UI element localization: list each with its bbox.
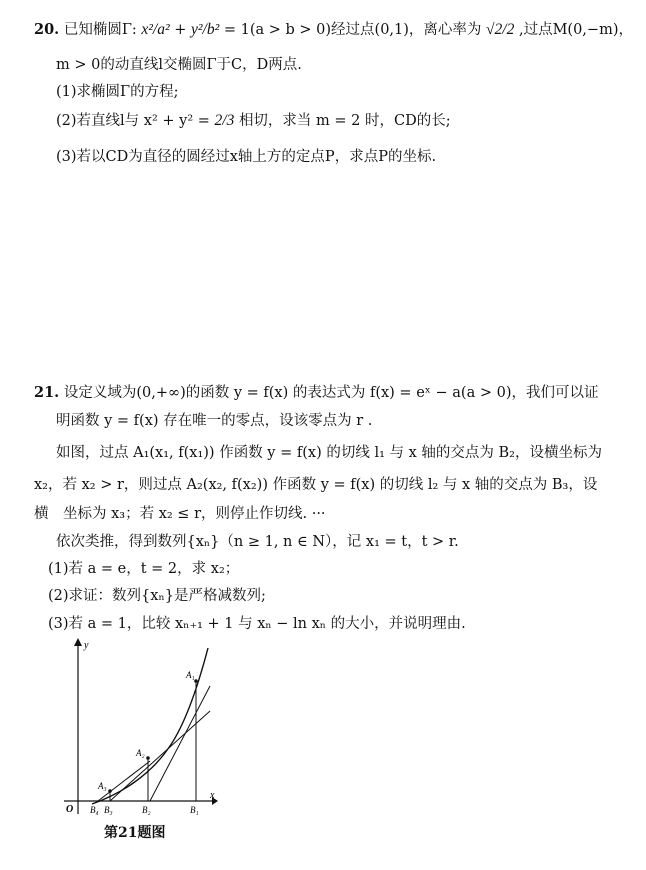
point-A2 — [146, 756, 150, 760]
q20-part1: (1)求椭圆Γ的方程; — [56, 84, 179, 100]
q20-ellipse-x-term: x²/a² — [141, 21, 170, 38]
q20-part2-b: 相切，求当 m = 2 时，CD的长; — [238, 113, 451, 129]
q20-line1: 20. 已知椭圆Γ: x²/a² + y²/b² = 1(a > b > 0)经过点(0,1)，离心率为 √2/2 ,过点M(0,−m)， — [34, 21, 633, 38]
label-B4: B₄ — [90, 805, 99, 815]
q21-part1: (1)若 a = e，t = 2，求 x₂； — [48, 561, 240, 577]
q20-line2: m > 0的动直线l交椭圆Γ于C，D两点. — [56, 57, 302, 73]
label-B2: B₂ — [142, 805, 151, 815]
label-A1: A₁ — [186, 670, 195, 680]
q21-line1 — [34, 386, 598, 401]
q21-line2: 明函数 y = f(x) 存在唯一的零点，设该零点为 r . — [56, 413, 373, 429]
q21-line4: x₂，若 x₂ > r，则过点 A₂(x₂, f(x₂)) 作函数 y = f(x) 的切线 l₂ 与 x 轴的交点为 B₃，设 — [34, 477, 598, 493]
tangent-l1 — [150, 686, 210, 801]
label-A2: A₂ — [136, 748, 145, 758]
q20-after-ecc: ,过点M(0,−m)， — [518, 22, 633, 38]
q20-ellipse-rest: = 1(a > b > 0)经过点(0,1)，离心率为 — [223, 22, 482, 38]
q20-eccentricity: √2/2 — [486, 21, 515, 38]
point-A3 — [108, 789, 112, 793]
label-y: y — [84, 640, 89, 651]
q20-part2-frac: 2/3 — [214, 112, 235, 129]
q21-line3: 如图，过点 A₁(x₁, f(x₁)) 作函数 y = f(x) 的切线 l₁ 与 x 轴的交点为 B₂，设横坐标为 — [56, 445, 602, 461]
q21-part2: (2)求证：数列{xₙ}是严格减数列; — [48, 588, 266, 604]
point-A1 — [194, 679, 198, 683]
q21-line1-text: 设定义域为(0,+∞)的函数 y = f(x) 的表达式为 f(x) = eˣ − a(a > 0)，我们可以证 — [63, 385, 599, 401]
label-A3: A₃ — [98, 781, 107, 791]
tangent-l2 — [110, 711, 210, 801]
y-axis-arrow — [74, 638, 82, 646]
label-O: O — [66, 804, 74, 815]
q20-ellipse-y-term: y²/b² — [191, 21, 220, 38]
figure-caption: 第21题图 — [104, 825, 166, 841]
label-B1: B₁ — [190, 805, 199, 815]
q20-part2-a: (2)若直线l与 x² + y² = — [56, 113, 215, 129]
q20-part3: (3)若以CD为直径的圆经过x轴上方的定点P，求点P的坐标. — [56, 149, 437, 165]
q21-part3: (3)若 a = 1，比较 xₙ₊₁ + 1 与 xₙ − ln xₙ 的大小，并说明理由. — [48, 616, 466, 632]
q21-figure — [60, 636, 220, 821]
q21-line5: 横 坐标为 x₃；若 x₂ ≤ r，则停止作切线. ··· — [34, 506, 326, 522]
q20-number: 20. — [34, 21, 60, 38]
q20-intro: 已知椭圆Γ: — [63, 22, 137, 38]
q20-part2 — [56, 113, 451, 129]
q21-line6: 依次类推，得到数列{xₙ}（n ≥ 1, n ∈ N），记 x₁ = t，t > r. — [56, 534, 459, 550]
q21-number: 21. — [34, 384, 60, 401]
label-x: x — [210, 790, 215, 801]
label-B3: B₃ — [104, 805, 113, 815]
